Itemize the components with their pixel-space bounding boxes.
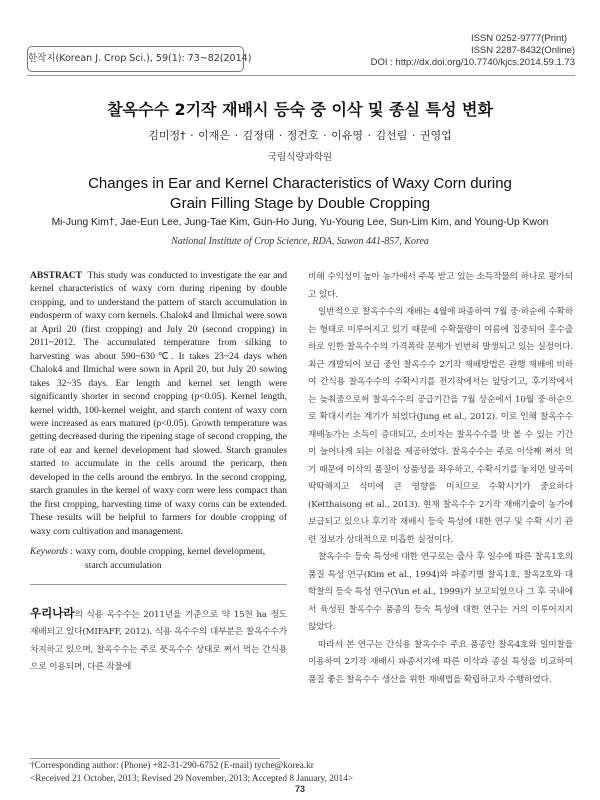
english-title-line-1: Changes in Ear and Kernel Characteristics of Waxy Corn during xyxy=(88,175,512,192)
paragraph-4: 따라서 본 연구는 간식용 찰옥수수 주요 품종인 찰옥4호와 일미찰을 이용하여 2기작 재배시 파종시기에 따른 이삭과 종실 특성을 비교하여 품질 좋은 찰옥수수 생산을 위한 재배법을 확립하고자 수행하였다. xyxy=(308,639,573,685)
intro-text: 의 식용 옥수수는 2011년을 기준으로 약 15천 ha 정도 재배되고 있다(MIFAFF, 2012). 식용 옥수수의 대부분은 찰옥수수가 차지하고 있으며, 찰옥수수는 주로 풋옥수수 상태로 쪄서 먹는 간식용으로 이용되며, 다른 작물에 xyxy=(30,609,287,673)
paragraph-2: 일반적으로 찰옥수수의 재배는 4월에 파종하여 7월 중·하순에 수확하는 형태로 이루어지고 있기 때문에 수확물량이 여름에 집중되어 홍수출하로 인한 찰옥수수의 가격폭락 문제가 빈번히 발생되고 있는 실정이다. 최근 개발되어 보급 중인 찰옥수수 2기작 재배방법은 관행 재배에 비하여 간식용 찰옥수수의 수확시기를 전기작에서는 앞당기고, 후기작에서는 늦춰줌으로써 찰옥수수의 공급기간을 7월 상순에서 10월 중·하순으로 확대시키는 계기가 되었다(Jung et al., 2012). 이로 인해 찰옥수수 재배농가는 소득이 증대되고, 소비자는 찰옥수수를 맛 볼 수 있는 기간이 늘어나게 되는 이점을 제공하였다. 찰옥수수는 주로 이삭째 쪄서 먹기 때문에 이삭의 품질이 상품성을 좌우하고, 수확시기를 놓치면 알곡이 딱딱해지고 식미에 큰 영향을 미치므로 수확시기가 중요하다(Ketthaisong et al., 2013). 현재 찰옥수수 2기작 재배기술이 농가에 보급되고 있으나 후기작 재배시 등숙 특성에 대한 연구 및 수확 시기 관련 정보가 상대적으로 미흡한 실정이다. xyxy=(308,307,573,545)
header-divider xyxy=(27,75,575,76)
english-authors: Mi-Jung Kim†, Jae-Eun Lee, Jung-Tae Kim, Gun-Ho Jung, Yu-Young Lee, Sun-Lim Kim, and Young-Up Kwon xyxy=(51,217,549,228)
footnote xyxy=(30,760,575,786)
introduction-start xyxy=(30,605,287,677)
english-title-line-2: Grain Filling Stage by Double Cropping xyxy=(169,195,431,212)
korean-authors: 김미정† · 이재은 · 김정태 · 정건호 · 이유영 · 김선림 · 권영업 xyxy=(148,129,452,142)
page-number: 73 xyxy=(294,784,305,794)
issn-online: ISSN 2287-8432(Online) xyxy=(470,44,575,56)
abstract-heading: ABSTRACT xyxy=(30,270,82,281)
received-dates: <Received 21 October, 2013; Revised 29 November, 2013; Accepted 8 January, 2014> xyxy=(30,774,354,784)
keywords-heading: Keywords xyxy=(30,546,68,558)
intro-lead-word: 우리나라 xyxy=(30,605,75,620)
english-title xyxy=(0,174,600,214)
issn-block xyxy=(471,33,575,56)
journal-citation-badge: 한작지(Korean J. Crop Sci.), 59(1): 73~82(2014) xyxy=(27,46,244,72)
issn-print: ISSN 0252-9777(Print) xyxy=(470,33,568,44)
abstract xyxy=(30,269,287,538)
right-column xyxy=(308,269,573,689)
doi-link[interactable]: DOI : http://dx.doi.org/10.7740/kjcs.2014.59.1.73 xyxy=(370,57,575,68)
abstract-divider xyxy=(30,584,287,585)
paragraph-3: 찰옥수수 등숙 특성에 대한 연구로는 출사 후 일수에 따른 찰옥1호의 품질 특성 연구(Kim et al., 1994)와 파종기별 찰옥1호, 찰옥2호와 대학찰의 등숙 특성 연구(Yun et al., 1999)가 보고되었으나 그 후 국내에서 육성된 찰옥수수 품종의 등숙 특성에 대한 연구는 거의 이루어지지 않았다. xyxy=(308,552,573,632)
korean-title: 찰옥수수 2기작 재배시 등숙 중 이삭 및 종실 특성 변화 xyxy=(107,100,493,119)
corresponding-author: †Corresponding author: (Phone) +82-31-290-6752 (E-mail) tyche@korea.kr xyxy=(30,761,314,771)
keywords-text: : waxy corn, double cropping, kernel development, starch accumulation xyxy=(70,546,266,571)
left-column xyxy=(30,269,287,677)
keywords xyxy=(30,545,287,572)
english-affiliation: National Institute of Crop Science, RDA, Suwon 441-857, Korea xyxy=(171,236,429,247)
footnote-divider xyxy=(30,758,280,759)
korean-affiliation: 국립식량과학원 xyxy=(267,152,333,163)
paragraph-1: 비해 수익성이 높아 농가에서 주목 받고 있는 소득작물의 하나로 평가되고 있다. xyxy=(308,272,573,300)
abstract-text: This study was conducted to investigate the ear and kernel characteristics of waxy corn during ripening by double cropping, and to understand the pattern of starch accumulation in endosperm of waxy corn kernels. Chalok4 and Ilmichal were sown at April 20 (first cropping) and July 20 (second cropping) in 2011~2012. The accumulated temperature from silking to harvesting was about 590~630℃. It takes 23~24 days when Chalok4 and Ilmichal were sown in April 20, but July 20 sowing takes 32~35 days. Ear length and kernel set length were significantly shorter in second cropping (p<0.05). Kernel length, kernel width, 100-kernel weight, and starch content of waxy corn were increased as ears matured (p<0.05). Growth temperature was getting decreased during the ripening stage of second cropping, the rate of ear and kernel development had slowed. Starch granules started to accumulate in the cells around the pericarp, then developed in the cells around the embryo. In the second cropping, starch granules in the kernel of waxy corn were less compact than the first cropping, harvesting time of waxy corns can be extended. These results will be helpful to farmers for double cropping of waxy corn cultivation and management. xyxy=(30,270,288,537)
